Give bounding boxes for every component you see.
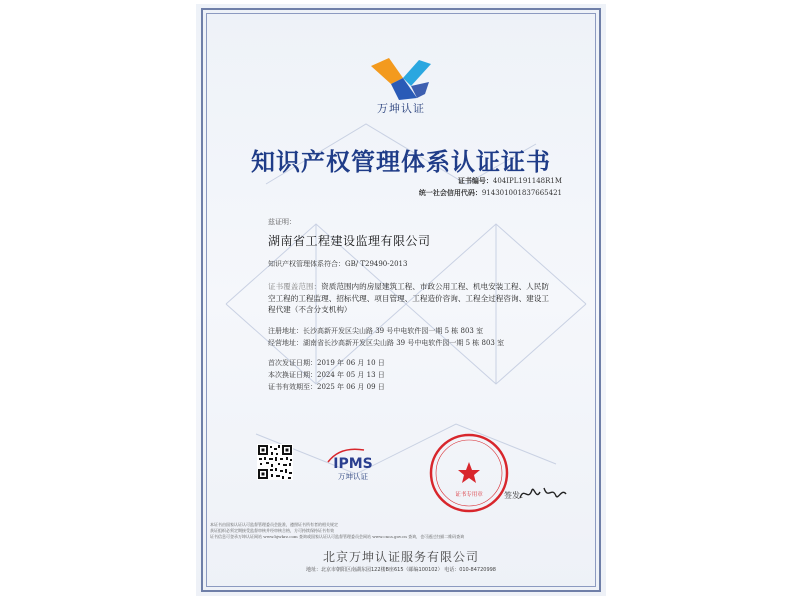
qr-code-icon[interactable]: [257, 444, 293, 480]
credit-code-label: 统一社会信用代码：: [418, 188, 482, 197]
valid-until-date: 证书有效期至：2025 年 06 月 09 日: [268, 383, 385, 391]
fine-print-3: 证书信息可登录万坤认证网站 www.bjwkrz.com 查询或国家认证认可监督管理委员会网站 www.cnca.gov.cn 查询，也可通过扫描二维码查询: [210, 534, 465, 539]
issuer-name: 北京万坤认证服务有限公司: [322, 550, 479, 564]
company-name: 湖南省工程建设监理有限公司: [268, 234, 431, 248]
official-seal-icon: [428, 432, 510, 514]
credit-code: [419, 188, 562, 198]
business-address: 经营地址：湖南省长沙高新开发区尖山路 39 号中电软件园一期 5 栋 803 室: [268, 339, 505, 347]
wankun-logo-icon: [369, 54, 435, 102]
fine-print-2: 获证组织必须定期接受监督审核并经审核合格，方可持续保持证书有效: [210, 528, 334, 533]
scope-text: 资质范围内的房屋建筑工程、市政公用工程、机电安装工程、人民防空工程的工程监理、招标代理、项目管理、工程造价咨询、工程全过程咨询、建设工程代建（不含分支机构）: [268, 282, 549, 314]
certificate-sheet: [196, 4, 606, 596]
issuer-address: 地址：北京市朝阳区南湖东园122楼B座615（邮编100102） 电话：010-84720998: [306, 567, 496, 573]
signature-label: 签发：: [504, 491, 528, 500]
registered-address: 注册地址：长沙高新开发区尖山路 39 号中电软件园一期 5 栋 803 室: [268, 327, 484, 335]
this-issue-date: 本次换证日期：2024 年 05 月 13 日: [268, 371, 385, 379]
scope-label: 证书覆盖范围：: [268, 282, 322, 291]
certificate-title: 知识产权管理体系认证证书: [251, 148, 551, 176]
credit-code-value: 914301001837665421: [481, 189, 562, 197]
cert-number: [458, 176, 562, 186]
ipms-logo-text: IPMS: [333, 456, 373, 472]
ipms-caption: 万坤认证: [338, 472, 368, 481]
scope-block: [268, 281, 553, 316]
cert-number-value: 404IPL191148R1M: [492, 177, 562, 185]
first-issue-date: 首次发证日期：2019 年 06 月 10 日: [268, 359, 385, 367]
standard-line: 知识产权管理体系符合：GB/ T29490-2013: [268, 260, 408, 268]
svg-text:证书专用章: 证书专用章: [455, 492, 483, 498]
fine-print-1: 本证书由国家认证认可监督管理委员会批准，遵照证书所有者的相关规定: [210, 522, 338, 527]
signature-icon: [514, 482, 572, 504]
certify-label: 兹证明：: [268, 218, 296, 226]
cert-number-label: 证书编号：: [457, 176, 493, 185]
brand-name: 万坤认证: [377, 102, 425, 115]
